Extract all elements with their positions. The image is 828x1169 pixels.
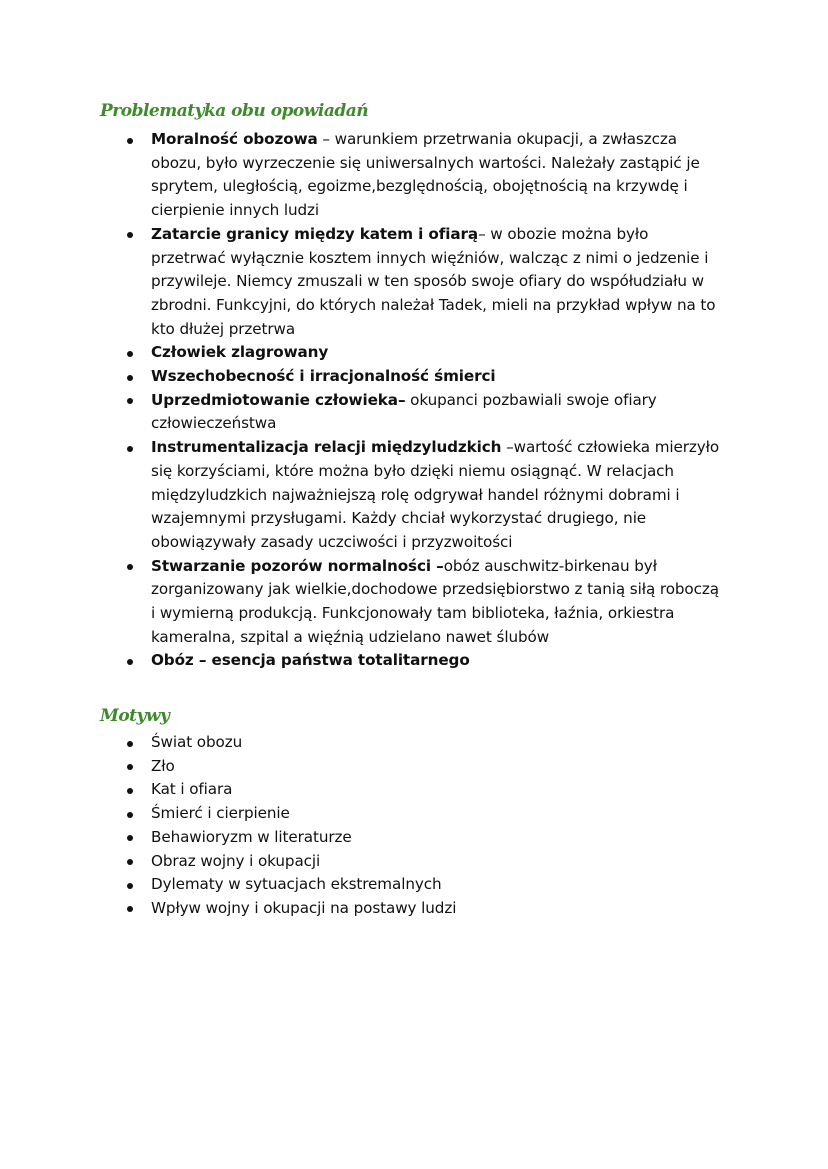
motif-text: Świat obozu: [151, 733, 243, 751]
bullet-icon: [127, 659, 133, 665]
motif-text: Obraz wojny i okupacji: [151, 851, 321, 870]
bullet-icon: [127, 138, 133, 144]
item-term: Moralność obozowa: [151, 130, 318, 148]
problematyka-list: [124, 128, 724, 673]
bullet-icon: [127, 375, 133, 381]
motif-text: Śmierć i cierpienie: [151, 804, 290, 823]
bullet-icon: [127, 564, 133, 570]
bullet-icon: [127, 764, 133, 770]
motif-text: Zło: [151, 756, 175, 775]
motywy-list: [124, 731, 724, 921]
list-item: [124, 826, 724, 850]
section-heading-motywy: Motywy: [100, 706, 170, 726]
bullet-icon: [127, 906, 133, 912]
list-item: [124, 873, 724, 897]
bullet-icon: [127, 741, 133, 747]
list-item: [124, 341, 724, 365]
list-item: [124, 436, 724, 555]
item-term: Człowiek zlagrowany: [151, 343, 329, 362]
list-item: [124, 128, 724, 223]
item-term: Instrumentalizacja relacji międzyludzkich: [151, 438, 502, 457]
bullet-icon: [127, 812, 133, 818]
item-description: –wartość człowieka mierzyło się korzyściami, które można było dzięki niemu osiągnąć. W relacjach międzyludzkich najważniejszą rolę odgrywał handel różnymi dobrami i wzajemnymi przysługami. Każdy chciał wykorzystać drugiego, nie obowiązywały zasady uczciwości i przyzwoitości: [151, 438, 720, 551]
motif-text: Dylematy w sytuacjach ekstremalnych: [151, 875, 442, 894]
motif-text: Kat i ofiara: [151, 780, 233, 799]
list-item: [124, 802, 724, 826]
item-term: Wszechobecność i irracjonalność śmierci: [151, 367, 496, 386]
item-description: okupanci pozbawiali swoje ofiary człowieczeństwa: [151, 390, 657, 433]
bullet-icon: [127, 788, 133, 794]
item-description: obóz auschwitz-birkenau był zorganizowany jak wielkie,dochodowe przedsiębiorstwo z tanią siłą roboczą i wymierną produkcją. Funkcjonowały tam biblioteka, łaźnia, orkiestra kameralna, szpital a więźnią udzielano nawet ślubów: [151, 556, 719, 646]
list-item: [124, 897, 724, 921]
bullet-icon: [127, 835, 133, 841]
bullet-icon: [127, 446, 133, 452]
list-item: [124, 649, 724, 673]
bullet-icon: [127, 859, 133, 865]
item-term: Stwarzanie pozorów normalności –: [151, 556, 444, 575]
list-item: [124, 555, 724, 650]
list-item: [124, 755, 724, 779]
bullet-icon: [127, 232, 133, 238]
list-item: [124, 850, 724, 874]
item-description: – warunkiem przetrwania okupacji, a zwłaszcza obozu, było wyrzeczenie się uniwersalnych wartości. Należały zastąpić je sprytem, uległością, egoizme,bezględnością, obojętnością na krzywdę i cierpienie innych ludzi: [151, 130, 700, 220]
motif-text: Behawioryzm w literaturze: [151, 827, 352, 846]
list-item: [124, 223, 724, 342]
item-term: Obóz – esencja państwa totalitarnego: [151, 651, 470, 670]
section-heading-problematyka: Problematyka obu opowiadań: [100, 101, 369, 121]
item-description: – w obozie można było przetrwać wyłącznie kosztem innych więźniów, walcząc z nimi o jedzenie i przywileje. Niemcy zmuszali w ten sposób swoje ofiary do współudziału w zbrodni. Funkcyjni, do których należał Tadek, mieli na przykład wpływ na to kto dłużej przetrwa: [151, 224, 716, 338]
item-term: Uprzedmiotowanie człowieka–: [151, 390, 406, 409]
motif-text: Wpływ wojny i okupacji na postawy ludzi: [151, 898, 457, 917]
item-term: Zatarcie granicy między katem i ofiarą: [151, 224, 479, 243]
bullet-icon: [127, 351, 133, 357]
list-item: [124, 731, 724, 755]
list-item: [124, 778, 724, 802]
list-item: [124, 389, 724, 436]
bullet-icon: [127, 398, 133, 404]
bullet-icon: [127, 883, 133, 889]
list-item: [124, 365, 724, 389]
